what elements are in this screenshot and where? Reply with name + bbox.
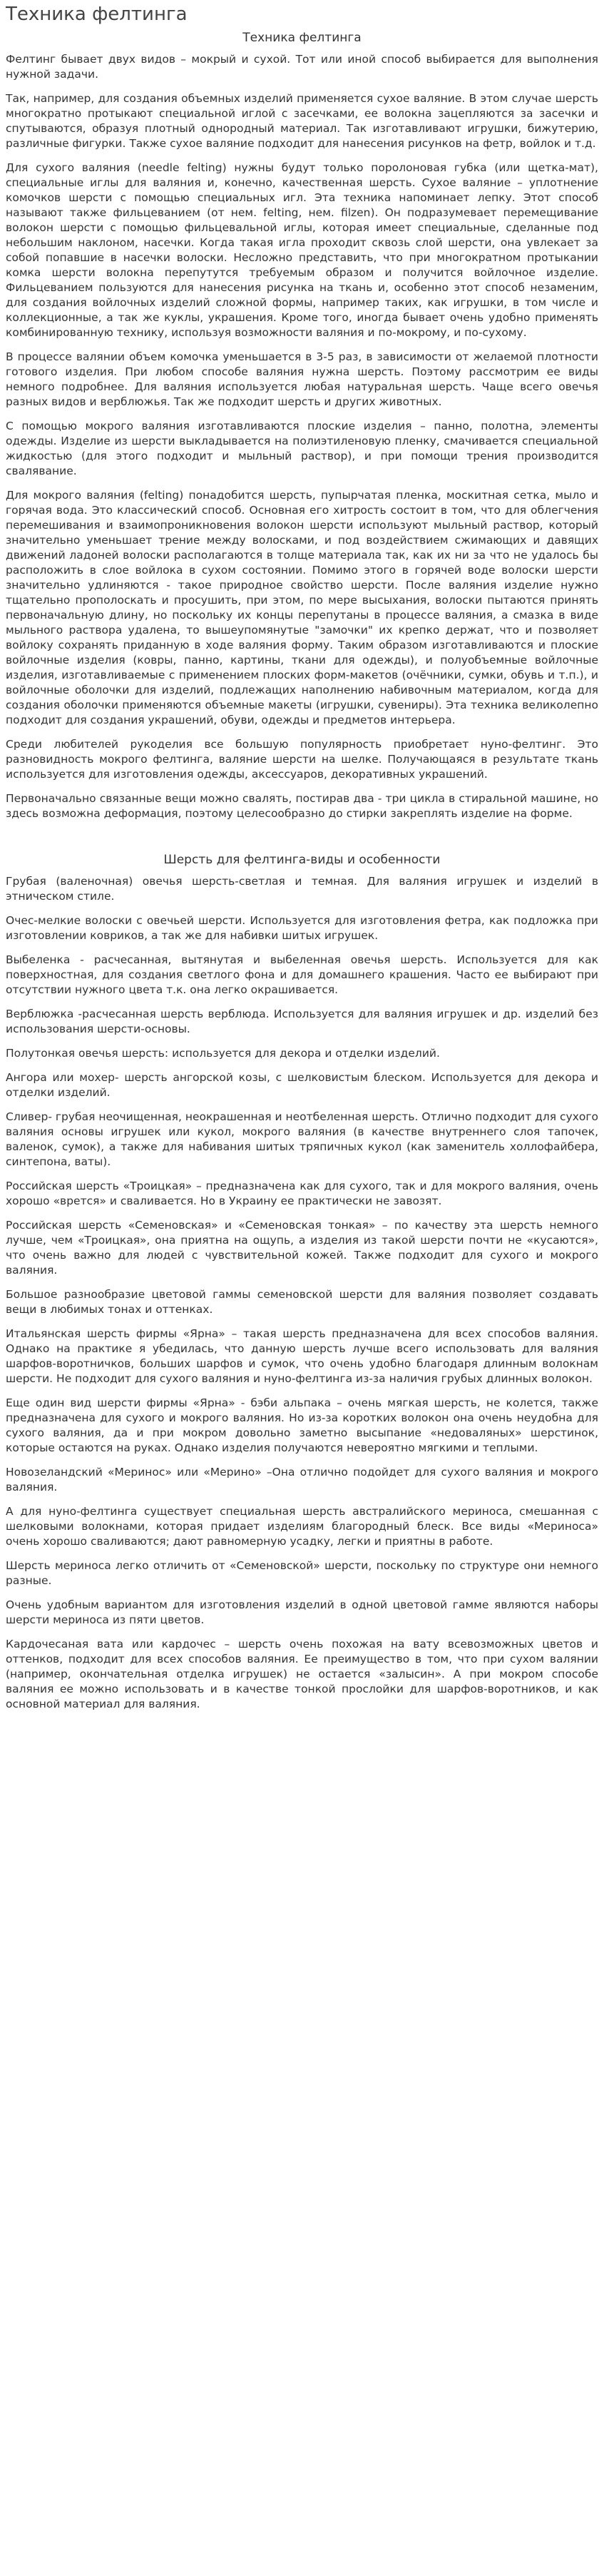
page-title: Техника фелтинга — [6, 4, 188, 25]
paragraph: Большое разнообразие цветовой гаммы семеновской шерсти для валяния позволяет создавать вещи в любимых тонах и оттенках. — [6, 1288, 598, 1316]
paragraph: Шерсть мериноса легко отличить от «Семеновской» шерсти, поскольку по структуре они немного разные. — [6, 1559, 598, 1587]
paragraph: Новозеландский «Меринос» или «Мерино» –Она отлично подойдет для сухого валяния и мокрого валяния. — [6, 1466, 598, 1494]
paragraph: Первоначально связанные вещи можно свалять, постирав два - три цикла в стиральной машине, но здесь возможна деформация, поэтому целесообразно до стирки закреплять изделие на форме. — [6, 792, 598, 820]
wool-types-section — [6, 874, 598, 1712]
paragraph: Полутонкая овечья шерсть: используется для декора и отделки изделий. — [6, 1047, 440, 1060]
paragraph: Ангора или мохер- шерсть ангорской козы, с шелковистым блеском. Используется для декора и отделки изделий. — [6, 1071, 598, 1099]
paragraph: Очень удобным вариантом для изготовления изделий в одной цветовой гамме являются наборы шерсти мериноса из пяти цветов. — [6, 1598, 598, 1626]
paragraph: А для нуно-фелтинга существует специальная шерсть австралийского мериноса, смешанная с шелковыми волокнами, которая придает изделиям благородный блеск. Все виды «Мериноса» очень хорошо сваливаются; дают равномерную усадку, легки и приятны в работе. — [6, 1505, 598, 1548]
article-subtitle: Техника фелтинга — [242, 31, 362, 45]
paragraph: Для мокрого валяния (felting) понадобится шерсть, пупырчатая пленка, москитная сетка, мыло и горячая вода. Это классический способ. Основная его хитрость состоит в том, что для облегчения перемешивания и взаимопроникновения волокон шерсти используют мыльный раствор, который значительно уменьшает трение между волосками, и под воздействием сжимающих и давящих движений ладоней волоски располагаются в толще материала так, как их ни за что не удалось бы расположить в слое войлока в сухом состоянии. Помимо этого в горячей воде волоски шерсти значительно удлиняются - такое природное свойство шерсти. После валяния изделие нужно тщательно прополоскать и просушить, при этом, по мере высыхания, волоски пытаются принять первоначальную длину, но поскольку их концы перепутаны в процессе валяния, а смазка в виде мыльного раствора удалена, то вышеупомянутые "замочки" их крепко держат, что и позволяет войлоку сохранять приданную в ходе валяния форму. Таким образом изготавливаются и плоские войлочные изделия (ковры, панно, картины, ткани для одежды), и полуобъемные войлочные изделия, изготавливаемые с применением плоских форм-макетов (очёчники, сумки, обувь и т.п.), и войлочные оболочки для изделий, подлежащих наполнению набивочным материалом, когда для создания оболочки применяются объемные макеты (игрушки, сувениры). Эта техника великолепно подходит для создания украшений, обуви, одежды и предметов интерьера. — [6, 489, 598, 726]
paragraph: Так, например, для создания объемных изделий применяется сухое валяние. В этом случае шерсть многократно протыкают специальной иглой с засечками, ее волокна зацепляются за засечки и спутываются, образуя плотный однородный материал. Так изготавливают игрушки, бижутерию, различные фигурки. Также сухое валяние подходит для нанесения рисунков на фетр, войлок и т.д. — [6, 92, 598, 150]
paragraph: Верблюжка -расчесанная шерсть верблюда. Используется для валяния игрушек и др. изделий без использования шерсти-основы. — [6, 1008, 598, 1035]
paragraph: Сливер- грубая неочищенная, неокрашенная и неотбеленная шерсть. Отлично подходит для сухого валяния основы игрушек или кукол, мокрого валяния (в качестве внутреннего слоя тапочек, валенок, сумок), а также для набивания шитых тряпичных кукол (как заменитель холлофайбера, синтепона, ваты). — [6, 1110, 598, 1168]
paragraph: Еще один вид шерсти фирмы «Ярна» - бэби альпака – очень мягкая шерсть, не колется, также предназначена для сухого и мокрого валяния. Но из-за коротких волокон она очень неудобна для сухого валяния, да и при мокром довольно заметно высыпание «недоваляных» шерстинок, которые остаются на руках. Однако изделия получаются невероятно мягкими и теплыми. — [6, 1396, 598, 1454]
section-spacer — [6, 831, 598, 852]
paragraph: Среди любителей рукоделия все большую популярность приобретает нуно-фелтинг. Это разновидность мокрого фелтинга, валяние шерсти на шелке. Получающаяся в результате ткань используется для изготовления одежды, аксессуаров, декоративных украшений. — [6, 738, 598, 781]
paragraph: Выбеленка - расчесанная, вытянутая и выбеленная овечья шерсть. Используется для как поверхностная, для создания светлого фона и для домашнего крашения. Часто ее выбирают при отсутствии нужного цвета т.к. она легко окрашивается. — [6, 953, 598, 996]
paragraph: Кардочесаная вата или кардочес – шерсть очень похожая на вату всевозможных цветов и оттенков, подходит для всех способов валяния. Ее преимущество в том, что при сухом валянии (например, окончательная отделка игрушек) не остается «залысин». А при мокром способе валяния ее можно использовать и в качестве тонкой прослойки для шарфов-воротников, и как основной материал для валяния. — [6, 1638, 598, 1710]
paragraph: Очес-мелкие волоски с овечьей шерсти. Используется для изготовления фетра, как подложка при изготовлении ковриков, а так же для набивки шитых игрушек. — [6, 914, 598, 942]
paragraph: Для сухого валяния (needle felting) нужны будут только поролоновая губка (или щетка-мат), специальные иглы для валяния и, конечно, качественная шерсть. Сухое валяние – уплотнение комочков шерсти с помощью специальных игл. Эта техника напоминает лепку. Этот способ называют также фильцеванием (от нем. felting, нем. filzen). Он подразумевает перемещивание волокон шерсти с помощью фильцевальной иглы, которая имеет специальные, сделанные под небольшим наклоном, насечки. Когда такая игла проходит сквозь слой шерсти, она увлекает за собой попавшие в насечки волоски. Несложно представить, что при многократном протыкании комка шерсти волокна перепутутся требуемым образом и получится войлочное изделие. Фильцеванием пользуются для нанесения рисунка на ткань и, особенно этот способ незаменим, для создания войлочных изделий сложной формы, например таких, как игрушки, в том числе и коллекционные, а так же куклы, украшения. Кроме того, иногда бывает очень удобно применять комбинированную технику, используя возможности валяния и по-мокрому, и по-сухому. — [6, 161, 598, 339]
paragraph: Фелтинг бывает двух видов – мокрый и сухой. Тот или иной способ выбирается для выполнения нужной задачи. — [6, 53, 598, 81]
intro-section — [6, 52, 598, 821]
paragraph: В процессе валянии объем комочка уменьшается в 3-5 раз, в зависимости от желаемой плотности готового изделия. При любом способе валяния нужна шерсть. Поэтому рассмотрим ее виды немного подробнее. Для валяния используется любая натуральная шерсть. Чаще всего овечья разных видов и верблюжья. Так же подходит шерсть и других животных. — [6, 350, 598, 408]
paragraph: Грубая (валеночная) овечья шерсть-светлая и темная. Для валяния игрушек и изделий в этническом стиле. — [6, 875, 598, 903]
paragraph: Российская шерсть «Троицкая» – предназначена как для сухого, так и для мокрого валяния, очень хорошо «врется» и сваливается. Но в Украину ее практически не завозят. — [6, 1180, 598, 1207]
paragraph: С помощью мокрого валяния изготавливаются плоские изделия – панно, полотна, элементы одежды. Изделие из шерсти выкладывается на полиэтиленовую пленку, смачивается специальной жидкостью (для этого подходит и мыльный раствор), и при помощи трения производится свалявание. — [6, 420, 598, 477]
paragraph: Российская шерсть «Семеновская» и «Семеновская тонкая» – по качеству эта шерсть немного лучше, чем «Троицкая», она приятна на ощупь, а изделия из такой шерсти почти не «кусаются», что очень важно для людей с чувствительной кожей. Также подходит для сухого и мокрого валяния. — [6, 1219, 598, 1277]
section-title: Шерсть для фелтинга-виды и особенности — [163, 853, 441, 867]
paragraph: Итальянская шерсть фирмы «Ярна» – такая шерсть предназначена для всех способов валяния. Однако на практике я убедилась, что данную шерсть лучше всего использовать для валяния шарфов-воротничков, больших шарфов и сумок, что очень удобно благодаря длинным волокнам шерсти. Не подходит для сухого валяния и нуно-фелтинга из-за наличия грубых длинных волокон. — [6, 1327, 598, 1385]
